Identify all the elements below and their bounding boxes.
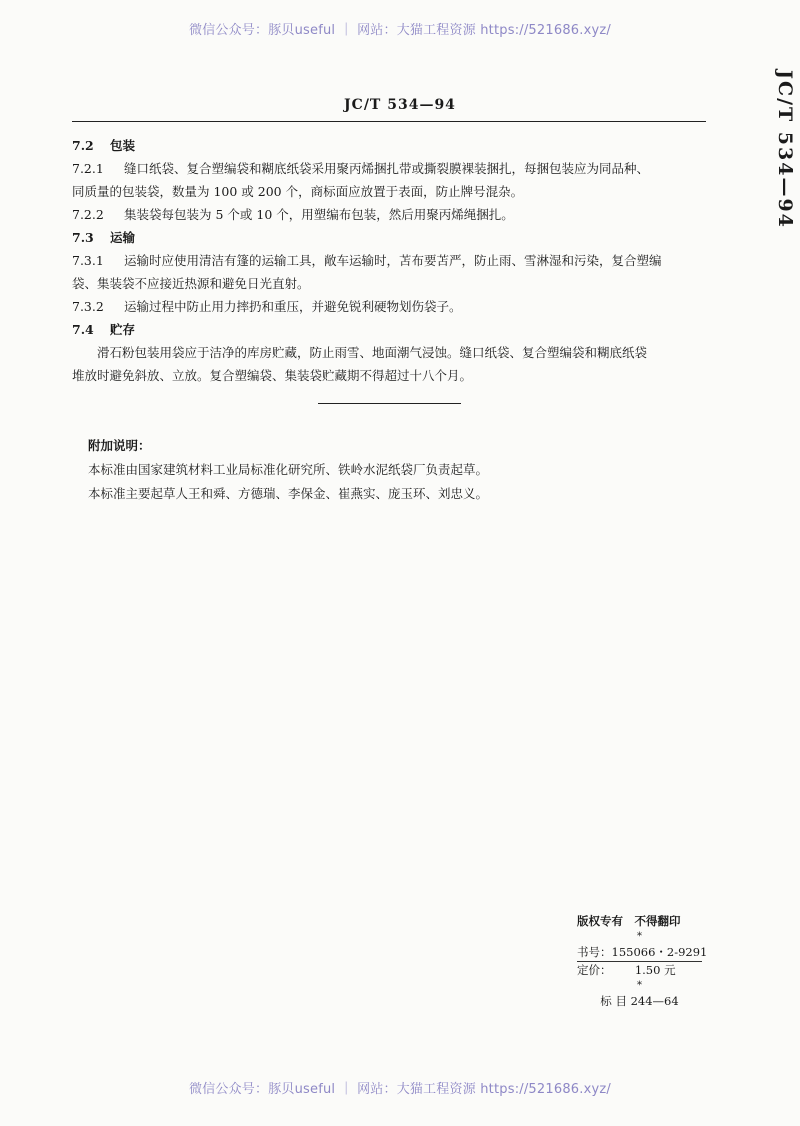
section-heading-7-3: 7.3 运输 <box>72 230 136 245</box>
main-content <box>72 134 712 387</box>
watermark-bottom: 微信公众号：豚贝useful ｜ 网站：大猫工程资源 https://521686.xyz/ <box>189 1082 611 1097</box>
price-label: 定价： <box>577 963 612 977</box>
clause-7-2-2: 7.2.2 集装袋每包装为 5 个或 10 个，用塑编布包装，然后用聚丙烯绳捆扎。 <box>72 207 514 222</box>
additional-notes <box>88 434 708 506</box>
end-divider <box>318 403 461 404</box>
section-heading-7-2: 7.2 包装 <box>72 138 136 153</box>
clause-7-2-1-cont: 同质量的包装袋，数量为 100 或 200 个，商标面应放置于表面，防止牌号混杂。 <box>72 184 524 199</box>
clause-7-4-text: 滑石粉包装用袋应于洁净的库房贮藏，防止雨雪、地面潮气浸蚀。缝口纸袋、复合塑编袋和糊底纸袋 <box>97 345 648 360</box>
header-standard-code: JC/T 534—94 <box>344 97 456 113</box>
price-value: 1.50 元 <box>634 963 676 977</box>
star-separator-2: * <box>637 980 642 991</box>
notes-title: 附加说明： <box>88 438 151 453</box>
price <box>577 962 702 979</box>
clause-7-3-1-cont: 袋、集装袋不应接近热源和避免日光直射。 <box>72 276 310 291</box>
notes-line-drafters: 本标准主要起草人王和舜、方德瑞、李保金、崔燕实、庞玉环、刘忠义。 <box>88 486 489 501</box>
watermark-top: 微信公众号：豚贝useful ｜ 网站：大猫工程资源 https://521686.xyz/ <box>189 23 611 38</box>
clause-7-2-1: 7.2.1 缝口纸袋、复合塑编袋和糊底纸袋采用聚丙烯捆扎带或撕裂膜裸装捆扎，每捆包装应为同品种、 <box>72 161 650 176</box>
side-standard-code: JC/T 534—94 <box>774 70 796 229</box>
clause-7-4-text-cont: 堆放时避免斜放、立放。复合塑编袋、集装袋贮藏期不得超过十八个月。 <box>72 368 473 383</box>
notes-line-drafting-org: 本标准由国家建筑材料工业局标准化研究所、铁岭水泥纸袋厂负责起草。 <box>88 462 489 477</box>
copyright-notice: 版权专有 不得翻印 <box>577 914 681 928</box>
clause-7-3-1: 7.3.1 运输时应使用清洁有篷的运输工具，敞车运输时，苫布要苫严，防止雨、雪淋湿和污染，复合塑编 <box>72 253 662 268</box>
header-rule <box>72 121 706 122</box>
section-heading-7-4: 7.4 贮存 <box>72 322 136 337</box>
star-separator: * <box>637 931 642 942</box>
catalog-number: 标 目 244—64 <box>600 994 679 1008</box>
colophon <box>577 913 708 1010</box>
clause-7-3-2: 7.3.2 运输过程中防止用力摔扔和重压，并避免锐利硬物划伤袋子。 <box>72 299 462 314</box>
book-number: 书号：155066・2-9291 <box>577 944 702 962</box>
